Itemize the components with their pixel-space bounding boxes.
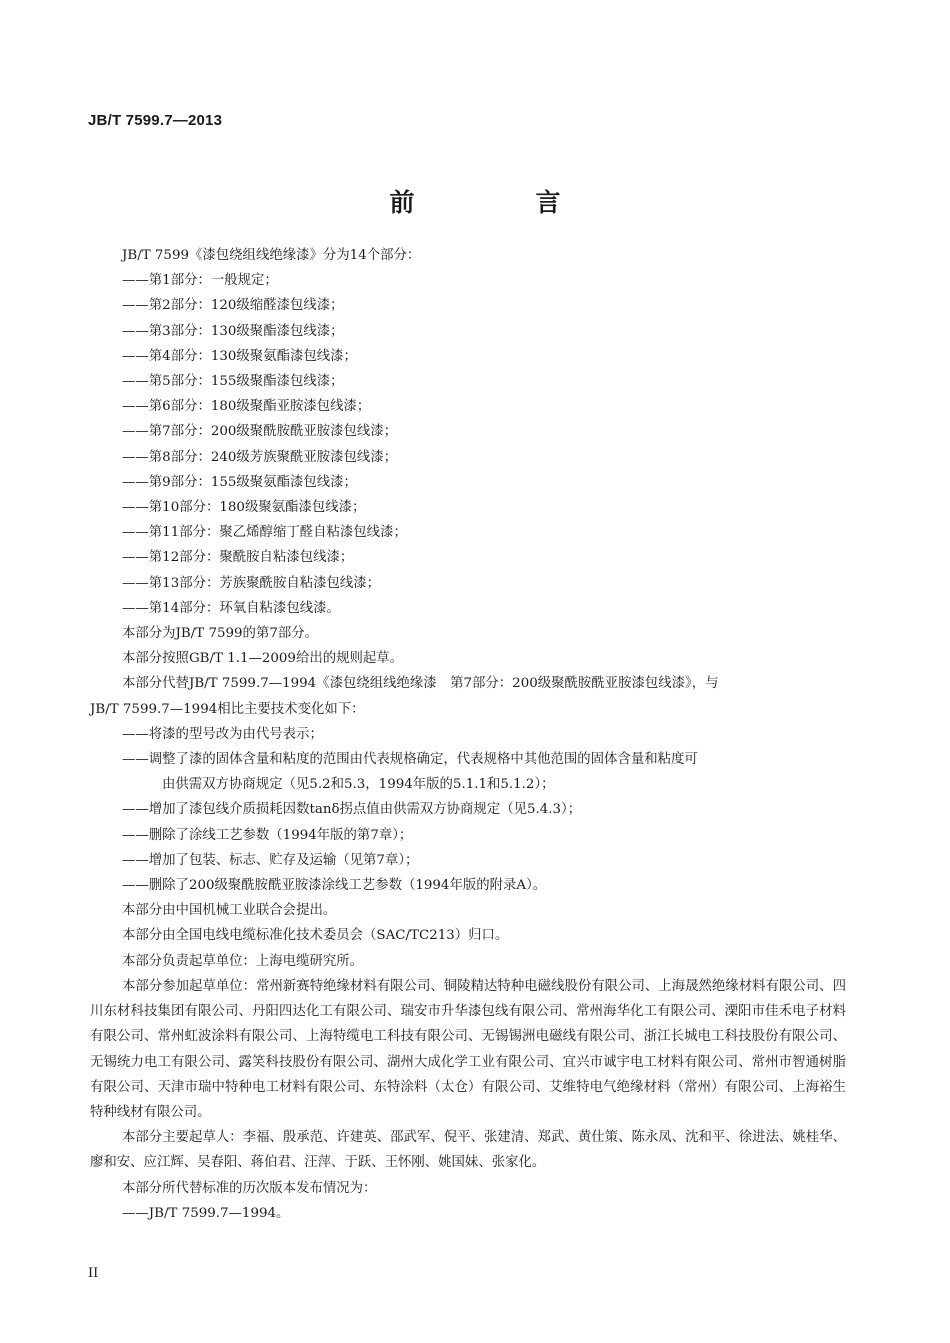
list-item: ——第3部分：130级聚酯漆包线漆； — [122, 323, 344, 339]
history-intro: 本部分所代替标准的历次版本发布情况为： — [122, 1180, 377, 1196]
list-item: ——第8部分：240级芳族聚酰亚胺漆包线漆； — [122, 449, 398, 465]
list-item: ——第10部分：180级聚氨酯漆包线漆； — [122, 500, 366, 516]
main-drafters: 本部分主要起草人：李福、殷承范、许建英、邵武军、倪平、张建清、郑武、黄仕策、陈永凤、沈和平、徐进法、姚桂华、廖和安、应江辉、吴春阳、蒋伯君、汪萍、于跃、王怀刚、姚国妹、张家化。 — [90, 1130, 846, 1171]
list-item: ——第7部分：200级聚酰胺酰亚胺漆包线漆； — [122, 424, 398, 440]
foreword-body — [90, 243, 846, 1226]
list-item-text: ——调整了漆的固体含量和粘度的范围由代表规格确定，代表规格中其他范围的固体含量和粘度可 — [122, 752, 698, 768]
list-item: ——第14部分：环氧自粘漆包线漆。 — [122, 600, 340, 616]
page-title: 前 言 — [389, 188, 609, 217]
standard-number-header: JB/T 7599.7—2013 — [88, 112, 223, 129]
replacement-line: 本部分代替JB/T 7599.7—1994《漆包绕组线绝缘漆 第7部分：200级聚酰胺酰亚胺漆包线漆》，与 — [122, 676, 719, 692]
page-number: II — [88, 1266, 99, 1281]
part-statement: 本部分为JB/T 7599的第7部分。 — [122, 626, 319, 642]
list-item: ——将漆的型号改为由代号表示； — [122, 726, 323, 742]
list-item — [90, 747, 846, 797]
parts-intro: JB/T 7599《漆包绕组线绝缘漆》分为14个部分： — [122, 248, 421, 263]
list-item: ——第6部分：180级聚酯亚胺漆包线漆； — [122, 399, 371, 415]
centralized-by: 本部分由全国电线电缆标准化技术委员会（SAC/TC213）归口。 — [122, 928, 509, 944]
list-item: ——第2部分：120级缩醛漆包线漆； — [122, 298, 344, 314]
list-item: ——第4部分：130级聚氨酯漆包线漆； — [122, 348, 357, 364]
participating-units: 本部分参加起草单位：常州新赛特绝缘材料有限公司、铜陵精达特种电磁线股份有限公司、上海晟然绝缘材料有限公司、四川东材科技集团有限公司、丹阳四达化工有限公司、瑞安市升华漆包线有限公司、常州海华化工有限公司、溧阳市佳禾电子材料有限公司、常州虹波涂料有限公司、上海特缆电工科技有限公司、无锡锡洲电磁线有限公司、浙江长城电工科技股份有限公司、无锡统力电工有限公司、露笑科技股份有限公司、湖州大成化学工业有限公司、宜兴市诚宇电工材料有限公司、常州市智通树脂有限公司、天津市瑞中特种电工材料有限公司、东特涂料（太仓）有限公司、艾维特电气绝缘材料（常州）有限公司、上海裕生特种线材有限公司。 — [90, 978, 846, 1120]
list-item: ——第12部分：聚酰胺自粘漆包线漆； — [122, 550, 354, 566]
list-item: ——第13部分：芳族聚酰胺自粘漆包线漆； — [122, 575, 381, 591]
list-item: ——第9部分：155级聚氨酯漆包线漆； — [122, 474, 357, 490]
list-item: ——增加了漆包线介质损耗因数tanδ拐点值由供需双方协商规定（见5.4.3）； — [122, 802, 582, 818]
changes-list — [90, 722, 846, 898]
list-item: ——增加了包装、标志、贮存及运输（见第7章）； — [122, 852, 419, 868]
list-item: ——删除了200级聚酰胺酰亚胺漆涂线工艺参数（1994年版的附录A）。 — [122, 878, 547, 894]
replacement-paragraph — [90, 671, 846, 721]
rules-statement: 本部分按照GB/T 1.1—2009给出的规则起草。 — [122, 651, 404, 667]
parts-list — [90, 268, 846, 621]
drafting-unit: 本部分负责起草单位：上海电缆研究所。 — [122, 953, 364, 969]
list-item-continuation: 由供需双方协商规定（见5.2和5.3，1994年版的5.1.1和5.1.2）； — [162, 777, 555, 793]
list-item: ——第5部分：155级聚酯漆包线漆； — [122, 374, 344, 390]
list-item: ——第1部分：一般规定； — [122, 273, 278, 289]
replacement-line: JB/T 7599.7—1994相比主要技术变化如下： — [90, 701, 365, 717]
list-item: ——删除了涂线工艺参数（1994年版的第7章）； — [122, 827, 413, 843]
list-item: ——JB/T 7599.7—1994。 — [122, 1205, 290, 1221]
list-item: ——第11部分：聚乙烯醇缩丁醛自粘漆包线漆； — [122, 525, 407, 541]
proposed-by: 本部分由中国机械工业联合会提出。 — [122, 903, 337, 919]
